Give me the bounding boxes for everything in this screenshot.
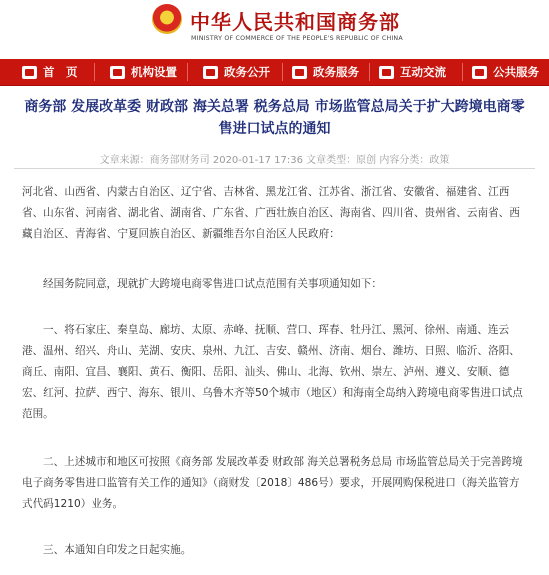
nav-divider — [369, 63, 370, 81]
article-title: 商务部 发展改革委 财政部 海关总署 税务总局 市场监管总局关于扩大跨境电商零售进口试点的通知 — [24, 99, 525, 137]
nav-label: 首 页 — [43, 65, 78, 79]
article-paragraph-3: 三、本通知自印发之日起实施。 — [43, 544, 192, 556]
chat-icon — [379, 66, 394, 79]
nav-divider — [187, 63, 188, 81]
article-paragraph-2: 二、上述城市和地区可按照《商务部 发展改革委 财政部 海关总署税务总局 市场监管总局关于完善跨境电子商务零售进口监管有关工作的通知》（商财发〔2018〕486号）要求，开展网购保税进口（海关监管方式代码1210）业务。 — [22, 456, 523, 510]
public-icon — [472, 66, 487, 79]
article-paragraph-1: 一、将石家庄、秦皇岛、廊坊、太原、赤峰、抚顺、营口、珲春、牡丹江、黑河、徐州、南通、连云港、温州、绍兴、舟山、芜湖、安庆、泉州、九江、吉安、赣州、济南、烟台、潍坊、日照、临沂、洛阳、商丘、南阳、宜昌、襄阳、黄石、衡阳、岳阳、汕头、佛山、北海、钦州、崇左、泸州、遵义、安顺、德宏、红河、拉萨、西宁、海东、银川、乌鲁木齐等50个城市（地区）和海南全岛纳入跨境电商零售进口试点范围。 — [22, 324, 523, 420]
service-icon — [292, 66, 307, 79]
nav-label: 公共服务 — [493, 65, 539, 79]
meta-divider — [14, 168, 535, 169]
nav-item-org[interactable] — [110, 59, 177, 85]
site-title[interactable]: 中华人民共和国商务部 — [190, 10, 400, 34]
nav-item-interaction[interactable] — [379, 59, 446, 85]
article-paragraph-addressees: 河北省、山西省、内蒙古自治区、辽宁省、吉林省、黑龙江省、江苏省、浙江省、安徽省、福建省、江西省、山东省、河南省、湖北省、湖南省、广东省、广西壮族自治区、海南省、四川省、贵州省、云南省、西藏自治区、青海省、宁夏回族自治区、新疆维吾尔自治区人民政府： — [22, 186, 520, 240]
main-nav — [0, 59, 549, 86]
nav-divider — [94, 63, 95, 81]
nav-label: 政务公开 — [224, 65, 270, 79]
article-meta: 文章来源：商务部财务司 2020-01-17 17:36 文章类型：原创 内容分类：政策 — [99, 155, 450, 166]
nav-divider — [282, 63, 283, 81]
nav-label: 互动交流 — [400, 65, 446, 79]
site-header — [0, 0, 549, 59]
national-emblem-icon[interactable] — [152, 4, 182, 34]
doc-icon — [203, 66, 218, 79]
site-subtitle: MINISTRY OF COMMERCE OF THE PEOPLE'S REPUBLIC OF CHINA — [191, 35, 403, 42]
nav-item-public-services[interactable] — [472, 59, 539, 85]
nav-divider — [462, 63, 463, 81]
nav-label: 政务服务 — [313, 65, 359, 79]
home-icon — [22, 66, 37, 79]
nav-item-gov-services[interactable] — [292, 59, 359, 85]
nav-item-gov-affairs[interactable] — [203, 59, 270, 85]
nav-item-home[interactable] — [22, 59, 78, 85]
nav-label: 机构设置 — [131, 65, 177, 79]
org-icon — [110, 66, 125, 79]
article-paragraph-intro: 经国务院同意，现就扩大跨境电商零售进口试点范围有关事项通知如下： — [43, 278, 382, 290]
